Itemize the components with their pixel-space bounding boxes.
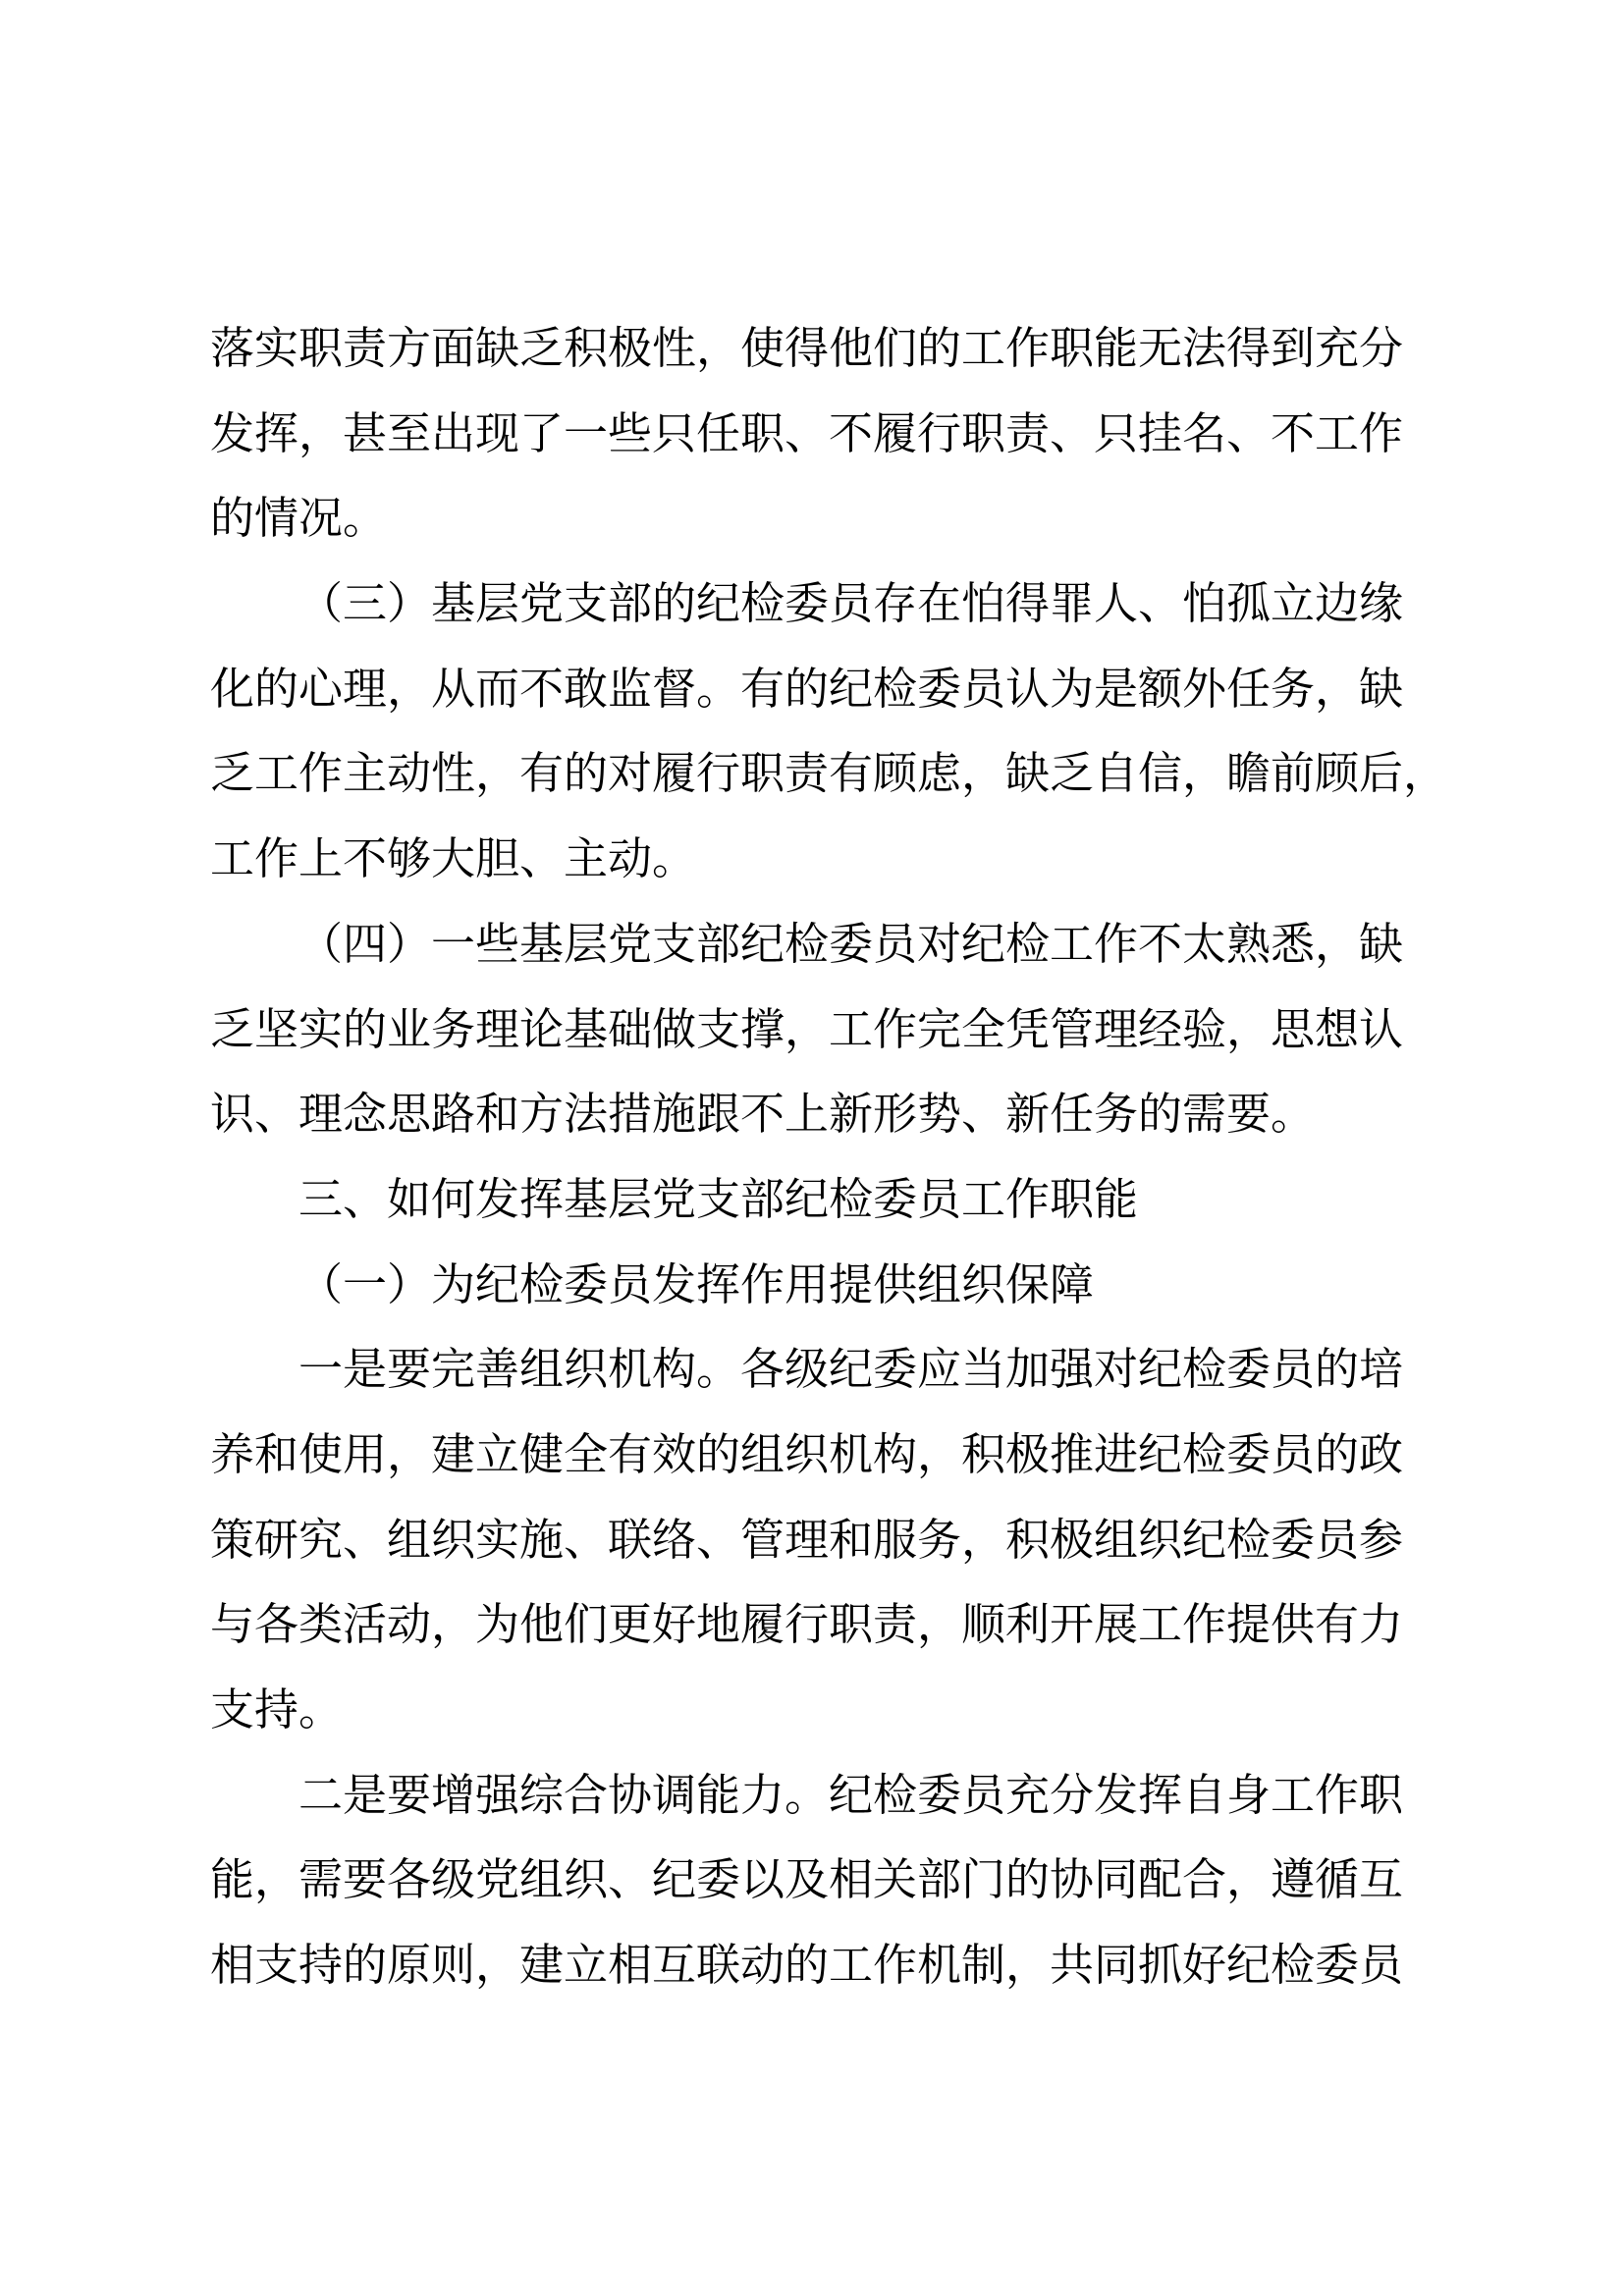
paragraph-point-1 xyxy=(210,1342,1437,1767)
text-line: 乏坚实的业务理论基础做支撑，工作完全凭管理经验，思想认 xyxy=(210,1002,1404,1055)
text-line: 识、理念思路和方法措施跟不上新形势、新任务的需要。 xyxy=(210,1088,1316,1141)
document-body xyxy=(210,321,1448,2023)
paragraph-continuation xyxy=(210,321,1437,576)
subsection-heading xyxy=(210,1257,1437,1343)
text-line: 支持。 xyxy=(210,1683,344,1735)
text-line: 工作上不够大胆、主动。 xyxy=(210,832,697,885)
text-line: 能，需要各级党组织、纪委以及相关部门的协同配合，遵循互 xyxy=(210,1853,1404,1906)
heading-text: 三、如何发挥基层党支部纪检委员工作职能 xyxy=(298,1172,1139,1225)
heading-text: （一）为纪检委员发挥作用提供组织保障 xyxy=(298,1257,1095,1310)
text-line: 乏工作主动性，有的对履行职责有顾虑，缺乏自信，瞻前顾后， xyxy=(210,747,1448,800)
text-line: 策研究、组织实施、联络、管理和服务，积极组织纪检委员参 xyxy=(210,1513,1404,1566)
text-line: 化的心理，从而不敢监督。有的纪检委员认为是额外任务，缺 xyxy=(210,662,1404,715)
text-line: 养和使用，建立健全有效的组织机构，积极推进纪检委员的政 xyxy=(210,1427,1404,1480)
paragraph-point-2 xyxy=(210,1768,1437,2023)
text-line: 发挥，甚至出现了一些只任职、不履行职责、只挂名、不工作 xyxy=(210,406,1404,459)
text-line: （三）基层党支部的纪检委员存在怕得罪人、怕孤立边缘 xyxy=(298,577,1404,630)
text-line: 二是要增强综合协调能力。纪检委员充分发挥自身工作职 xyxy=(298,1768,1404,1821)
text-line: 落实职责方面缺乏积极性，使得他们的工作职能无法得到充分 xyxy=(210,322,1404,374)
text-line: 一是要完善组织机构。各级纪委应当加强对纪检委员的培 xyxy=(298,1343,1404,1396)
text-line: 与各类活动，为他们更好地履行职责，顺利开展工作提供有力 xyxy=(210,1598,1404,1651)
section-heading xyxy=(210,1172,1437,1257)
paragraph-subsection-4 xyxy=(210,917,1437,1172)
paragraph-subsection-3 xyxy=(210,576,1448,917)
text-line: （四）一些基层党支部纪检委员对纪检工作不太熟悉，缺 xyxy=(298,917,1404,970)
text-line: 的情况。 xyxy=(210,492,388,545)
text-line: 相支持的原则，建立相互联动的工作机制，共同抓好纪检委员 xyxy=(210,1939,1404,1992)
